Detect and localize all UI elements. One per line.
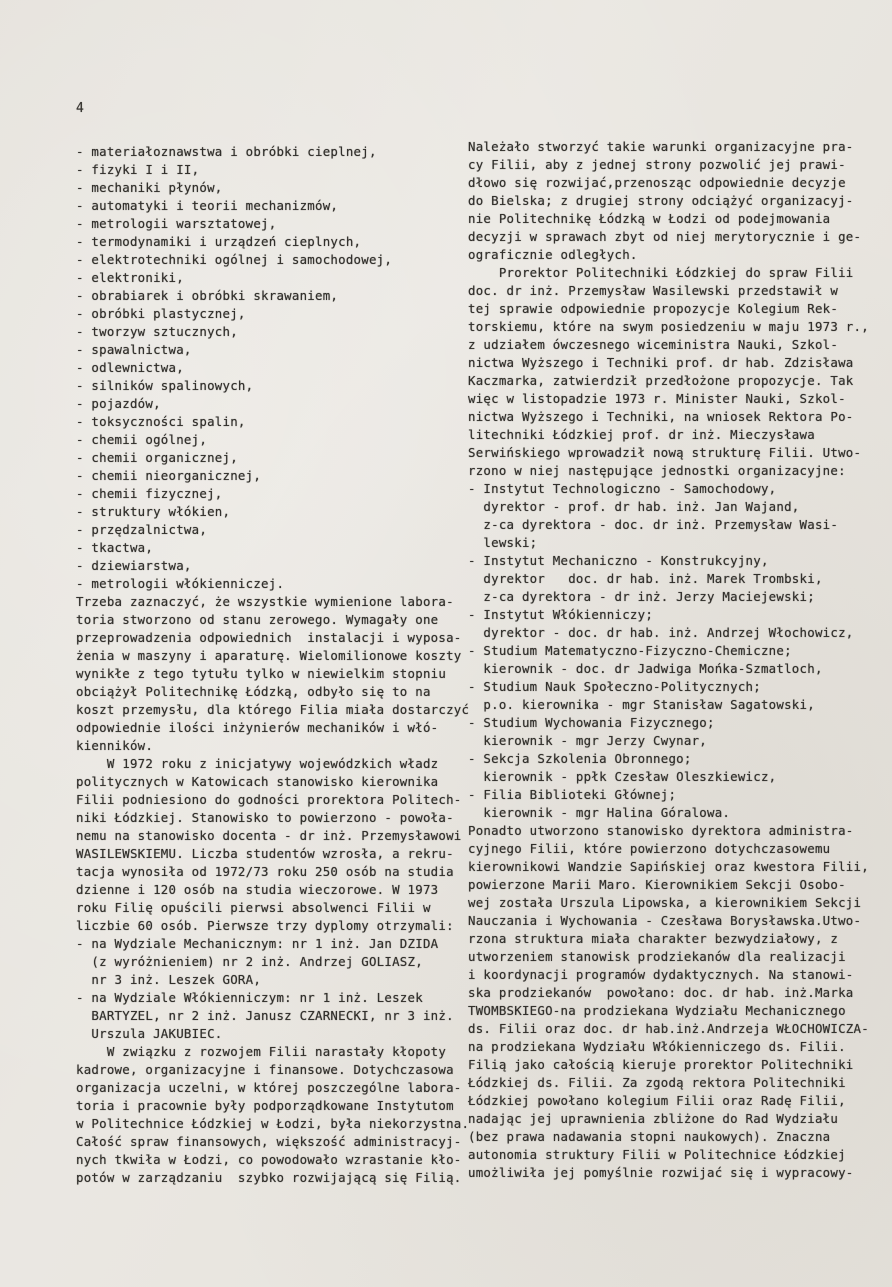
text-line: Ponadto utworzono stanowisko dyrektora administra- (468, 823, 854, 838)
text-line: z-ca dyrektora - doc. dr inż. Przemysław Wasi- (468, 517, 839, 532)
text-line: - elektroniki, (76, 270, 184, 285)
text-line: litechniki Łódzkiej prof. dr inż. Mieczysława (468, 427, 815, 442)
text-line: - elektrotechniki ogólnej i samochodowej, (76, 252, 393, 267)
text-line: przeprowadzenia odpowiednich instalacji i wyposa- (76, 630, 462, 645)
text-line: nie Politechnikę Łódzką w Łodzi od podejmowania (468, 211, 831, 226)
text-line: obciążył Politechnikę Łódzką, odbyło się to na (76, 684, 431, 699)
text-line: wynikłe z tego tytułu tylko w niewielkim stopniu (76, 666, 447, 681)
text-line: cyjnego Filii, które powierzono dotychczasowemu (468, 841, 831, 856)
text-line: dyrektor - prof. dr hab. inż. Jan Wajand, (468, 499, 800, 514)
text-line: - obróbki plastycznej, (76, 306, 246, 321)
text-line: i koordynacji programów dydaktycznych. Na stanowi- (468, 967, 854, 982)
text-line: odpowiednie ilości inżynierów mechaników i włó- (76, 720, 439, 735)
text-line: Filią jako całością kieruje prorektor Politechniki (468, 1057, 854, 1072)
text-line: dyrektor doc. dr hab. inż. Marek Trombski, (468, 571, 823, 586)
text-line: W 1972 roku z inicjatywy wojewódzkich władz (76, 756, 439, 771)
text-line: ds. Filii oraz doc. dr hab.inż.Andrzeja WŁOCHOWICZA- (468, 1021, 869, 1036)
text-line: niki Łódzkiej. Stanowisko to powierzono - powoła- (76, 810, 454, 825)
text-line: kierownik - mgr Halina Góralowa. (468, 805, 731, 820)
text-line: - Studium Wychowania Fizycznego; (468, 715, 715, 730)
text-line: - chemii ogólnej, (76, 432, 208, 447)
text-line: Należało stworzyć takie warunki organizacyjne pra- (468, 139, 854, 154)
text-line: kierownik - doc. dr Jadwiga Mońka-Szmatloch, (468, 661, 823, 676)
text-line: p.o. kierownika - mgr Stanisław Sagatowski, (468, 697, 815, 712)
text-line: ska prodziekanów powołano: doc. dr hab. inż.Marka (468, 985, 854, 1000)
text-line: (z wyróżnieniem) nr 2 inż. Andrzej GOLIASZ, (76, 954, 423, 969)
text-line: toria stworzono od stanu zerowego. Wymagały one (76, 612, 439, 627)
text-line: W związku z rozwojem Filii narastały kłopoty (76, 1044, 447, 1059)
text-line: Całość spraw finansowych, większość administracyj- (76, 1134, 462, 1149)
text-line: - automatyki i teorii mechanizmów, (76, 198, 339, 213)
text-line: cy Filii, aby z jednej strony pozwolić jej prawi- (468, 157, 846, 172)
text-line: Łódzkiej ds. Filii. Za zgodą rektora Politechniki (468, 1075, 846, 1090)
text-line: umożliwiła jej pomyślnie rozwijać się i wypracowy- (468, 1165, 854, 1180)
text-line: - spawalnictwa, (76, 342, 192, 357)
text-line: w Politechnice Łódzkiej w Łodzi, była niekorzystna. (76, 1116, 470, 1131)
text-line: TWOMBSKIEGO-na prodziekana Wydziału Mechanicznego (468, 1003, 846, 1018)
text-line: - pojazdów, (76, 396, 161, 411)
text-line: - tkactwa, (76, 540, 154, 555)
text-line: powierzone Marii Maro. Kierownikiem Sekcji Osobo- (468, 877, 846, 892)
text-line: - silników spalinowych, (76, 378, 254, 393)
text-line: Filii podniesiono do godności prorektora Politech- (76, 792, 462, 807)
text-line: potów w zarządzaniu szybko rozwijającą się Filią. (76, 1170, 462, 1185)
text-line: - na Wydziale Mechanicznym: nr 1 inż. Jan DZIDA (76, 936, 439, 951)
text-line: Łódzkiej powołano kolegium Filii oraz Radę Filii, (468, 1093, 846, 1108)
text-line: - metrologii włókienniczej. (76, 576, 285, 591)
text-line: nictwa Wyższego i Techniki prof. dr hab. Zdzisława (468, 355, 854, 370)
text-line: toria i pracownie były podporządkowane Instytutom (76, 1098, 454, 1113)
text-line: więc w listopadzie 1973 r. Minister Nauki, Szkol- (468, 391, 846, 406)
text-line: utworzeniem stanowisk prodziekanów dla realizacji (468, 949, 846, 964)
text-line: nr 3 inż. Leszek GORA, (76, 972, 262, 987)
text-line: lewski; (468, 535, 538, 550)
text-line: - fizyki I i II, (76, 162, 200, 177)
text-line: BARTYZEL, nr 2 inż. Janusz CZARNECKI, nr 3 inż. (76, 1008, 454, 1023)
text-line: - chemii fizycznej, (76, 486, 223, 501)
text-line: - przędzalnictwa, (76, 522, 208, 537)
text-line: - tworzyw sztucznych, (76, 324, 238, 339)
text-line: roku Filię opuścili pierwsi absolwenci Filii w (76, 900, 431, 915)
text-line: Trzeba zaznaczyć, że wszystkie wymienione labora- (76, 594, 454, 609)
text-line: - dziewiarstwa, (76, 558, 192, 573)
text-line: - struktury włókien, (76, 504, 231, 519)
text-line: - Instytut Mechaniczno - Konstrukcyjny, (468, 553, 769, 568)
text-line: kierownik - mgr Jerzy Cwynar, (468, 733, 708, 748)
text-line: - toksyczności spalin, (76, 414, 246, 429)
text-line: z-ca dyrektora - dr inż. Jerzy Maciejewski; (468, 589, 815, 604)
text-line: na prodziekana Wydziału Włókienniczego ds. Filii. (468, 1039, 846, 1054)
text-line: - Instytut Technologiczno - Samochodowy, (468, 481, 777, 496)
text-line: - Studium Nauk Społeczno-Politycznych; (468, 679, 761, 694)
text-line: do Bielska; z drugiej strony odciążyć organizacyj- (468, 193, 854, 208)
text-line: - mechaniki płynów, (76, 180, 223, 195)
text-line: z udziałem ówczesnego wiceministra Nauki, Szkol- (468, 337, 839, 352)
text-line: - termodynamiki i urządzeń cieplnych, (76, 234, 362, 249)
text-line: Serwińskiego wprowadził nową strukturę Filii. Utwo- (468, 445, 862, 460)
text-line: - odlewnictwa, (76, 360, 184, 375)
text-line: - Filia Biblioteki Głównej; (468, 787, 677, 802)
text-line: nadając jej uprawnienia zbliżone do Rad Wydziału (468, 1111, 839, 1126)
text-line: - obrabiarek i obróbki skrawaniem, (76, 288, 339, 303)
text-line: WASILEWSKIEMU. Liczba studentów wzrosła, a rekru- (76, 846, 454, 861)
text-line: - metrologii warsztatowej, (76, 216, 277, 231)
text-line: - Studium Matematyczno-Fizyczno-Chemiczne; (468, 643, 792, 658)
text-line: dłowo się rozwijać,przenosząc odpowiednie decyzje (468, 175, 846, 190)
text-line: doc. dr inż. Przemysław Wasilewski przedstawił w (468, 283, 839, 298)
text-line: wej została Urszula Lipowska, a kierownikiem Sekcji (468, 895, 862, 910)
text-line: - Sekcja Szkolenia Obronnego; (468, 751, 692, 766)
left-text-column (76, 143, 470, 1187)
text-line: kienników. (76, 738, 154, 753)
text-line: żenia w maszyny i aparaturę. Wielomilionowe koszty (76, 648, 462, 663)
text-line: tej sprawie odpowiednie propozycje Kolegium Rek- (468, 301, 839, 316)
text-line: rzona struktura miała charakter bezwydziałowy, z (468, 931, 839, 946)
text-line: kierownikowi Wandzie Sapińskiej oraz kwestora Filii, (468, 859, 869, 874)
text-line: Kaczmarka, zatwierdził przedłożone propozycje. Tak (468, 373, 854, 388)
text-line: organizacja uczelni, w której poszczególne labora- (76, 1080, 462, 1095)
text-line: (bez prawa nadawania stopni naukowych). Znaczna (468, 1129, 831, 1144)
text-line: Nauczania i Wychowania - Czesława Borysławska.Utwo- (468, 913, 862, 928)
text-line: tacja wynosiła od 1972/73 roku 250 osób na studia (76, 864, 454, 879)
text-line: liczbie 60 osób. Pierwsze trzy dyplomy otrzymali: (76, 918, 454, 933)
page-number: 4 (76, 101, 84, 116)
text-line: dzienne i 120 osób na studia wieczorowe. W 1973 (76, 882, 439, 897)
text-line: - na Wydziale Włókienniczym: nr 1 inż. Leszek (76, 990, 423, 1005)
text-line: Prorektor Politechniki Łódzkiej do spraw Filii (468, 265, 854, 280)
text-line: nictwa Wyższego i Techniki, na wniosek Rektora Po- (468, 409, 854, 424)
text-line: politycznych w Katowicach stanowisko kierownika (76, 774, 439, 789)
text-line: nemu na stanowisko docenta - dr inż. Przemysławowi (76, 828, 462, 843)
text-line: Urszula JAKUBIEC. (76, 1026, 223, 1041)
text-line: nych tkwiła w Łodzi, co powodowało wzrastanie kło- (76, 1152, 462, 1167)
text-line: rzono w niej następujące jednostki organizacyjne: (468, 463, 846, 478)
text-line: ograficznie odległych. (468, 247, 638, 262)
text-line: - chemii organicznej, (76, 450, 238, 465)
text-line: - chemii nieorganicznej, (76, 468, 262, 483)
text-line: koszt przemysłu, dla którego Filia miała dostarczyć (76, 702, 470, 717)
text-line: torskiemu, które na swym posiedzeniu w maju 1973 r., (468, 319, 869, 334)
text-line: dyrektor - doc. dr hab. inż. Andrzej Włochowicz, (468, 625, 854, 640)
text-line: kierownik - ppłk Czesław Oleszkiewicz, (468, 769, 777, 784)
text-line: - Instytut Włókienniczy; (468, 607, 654, 622)
text-line: - materiałoznawstwa i obróbki cieplnej, (76, 144, 377, 159)
right-text-column (468, 138, 872, 1182)
text-line: kadrowe, organizacyjne i finansowe. Dotychczasowa (76, 1062, 454, 1077)
text-line: autonomia struktury Filii w Politechnice Łódzkiej (468, 1147, 846, 1162)
text-line: decyzji w sprawach zbyt od niej merytorycznie i ge- (468, 229, 862, 244)
